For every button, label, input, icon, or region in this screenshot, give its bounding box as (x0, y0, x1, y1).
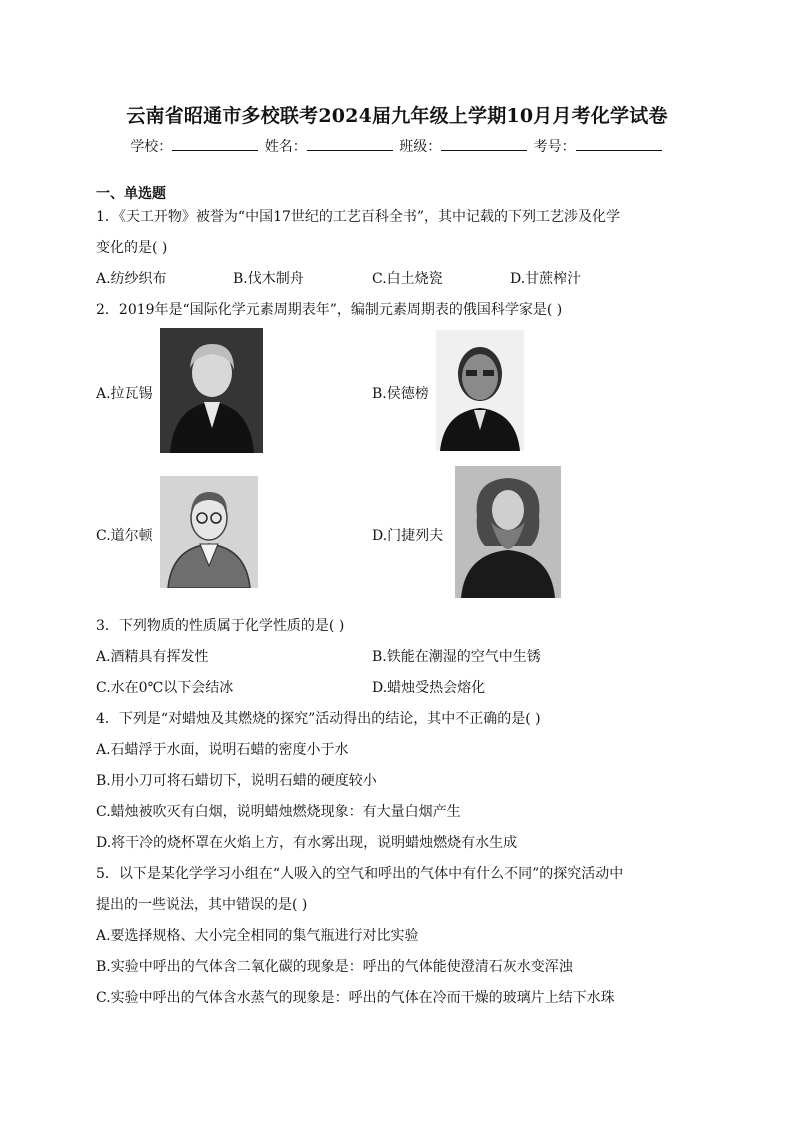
hou-debang-portrait-image (436, 330, 524, 451)
school-blank (172, 138, 258, 151)
q1-stem-line2: 变化的是( ) (96, 240, 168, 256)
q4-option-a: A.石蜡浮于水面，说明石蜡的密度小于水 (96, 742, 349, 758)
q2-option-c-label: C.道尔顿 (96, 528, 153, 544)
q5-option-b: B.实验中呼出的气体含二氧化碳的现象是：呼出的气体能使澄清石灰水变浑浊 (96, 959, 573, 975)
q5-option-c: C.实验中呼出的气体含水蒸气的现象是：呼出的气体在冷而干燥的玻璃片上结下水珠 (96, 990, 615, 1006)
number-blank (576, 138, 662, 151)
q3-option-c: C.水在0℃以下会结冰 (96, 680, 234, 696)
name-blank (307, 138, 393, 151)
q4-option-c: C.蜡烛被吹灭有白烟，说明蜡烛燃烧现象：有大量白烟产生 (96, 804, 461, 820)
q2-option-a-label: A.拉瓦锡 (96, 386, 153, 402)
q3-stem: 3．下列物质的性质属于化学性质的是( ) (96, 618, 345, 634)
q3-option-b: B.铁能在潮湿的空气中生锈 (372, 649, 541, 665)
q1-stem-line1: 1．《天工开物》被誉为“中国17世纪的工艺百科全书”，其中记载的下列工艺涉及化学 (96, 209, 621, 225)
mendeleev-portrait-image (455, 466, 561, 598)
school-label: 学校： (130, 139, 173, 155)
q2-stem: 2．2019年是“国际化学元素周期表年”，编制元素周期表的俄国科学家是( ) (96, 302, 563, 318)
student-info-line (0, 136, 794, 156)
q4-option-d: D.将干冷的烧杯罩在火焰上方，有水雾出现，说明蜡烛燃烧有水生成 (96, 835, 518, 851)
class-label: 班级： (399, 139, 442, 155)
q2-option-d-label: D.门捷列夫 (372, 528, 444, 544)
lavoisier-portrait-image (160, 328, 263, 453)
q2-option-b-label: B.侯德榜 (372, 386, 429, 402)
section-heading: 一、单选题 (96, 186, 166, 202)
q5-option-a: A.要选择规格、大小完全相同的集气瓶进行对比实验 (96, 928, 419, 944)
q4-stem: 4．下列是“对蜡烛及其燃烧的探究”活动得出的结论，其中不正确的是( ) (96, 711, 541, 727)
dalton-portrait-image (160, 476, 258, 588)
q1-option-a: A.纺纱织布 (96, 271, 167, 287)
name-label: 姓名： (264, 139, 307, 155)
q1-option-b: B.伐木制舟 (233, 271, 304, 287)
class-blank (441, 138, 527, 151)
q5-stem-line2: 提出的一些说法，其中错误的是( ) (96, 897, 308, 913)
q4-option-b: B.用小刀可将石蜡切下，说明石蜡的硬度较小 (96, 773, 377, 789)
q5-stem-line1: 5．以下是某化学学习小组在“人吸入的空气和呼出的气体中有什么不同”的探究活动中 (96, 866, 624, 882)
q1-option-d: D.甘蔗榨汁 (510, 271, 582, 287)
number-label: 考号： (533, 139, 576, 155)
exam-title: 云南省昭通市多校联考2024届九年级上学期10月月考化学试卷 (126, 105, 668, 127)
q3-option-a: A.酒精具有挥发性 (96, 649, 209, 665)
q1-option-c: C.白土烧瓷 (372, 271, 443, 287)
q3-option-d: D.蜡烛受热会熔化 (372, 680, 486, 696)
